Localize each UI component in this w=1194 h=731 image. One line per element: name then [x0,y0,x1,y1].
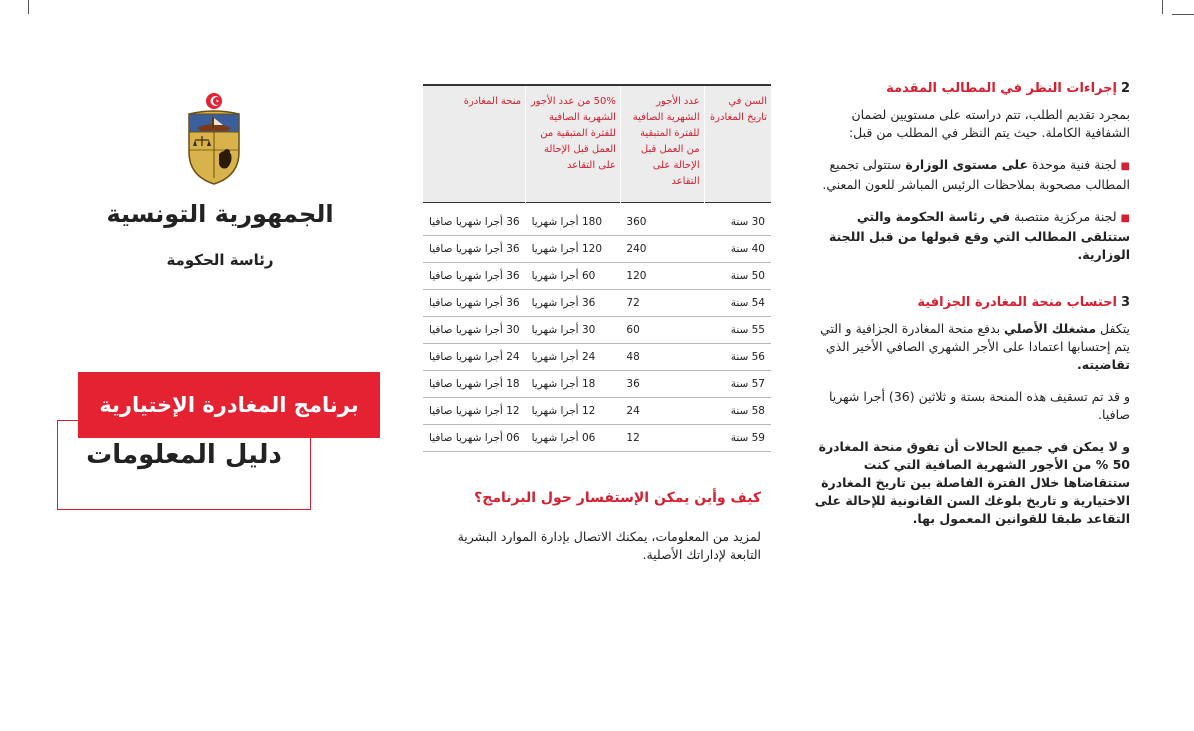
table-cell-age: 57 سنة [704,371,771,398]
table-cell-remaining: 36 [620,371,704,398]
country-name: الجمهورية التونسية [106,200,334,228]
table-row [423,236,771,263]
table-cell-grant: 30 أجرا شهريا صافيا [423,317,526,344]
table-cell-remaining: 72 [620,290,704,317]
guide-title: دليل المعلومات [86,440,282,470]
table-cell-half: 30 أجرا شهريا [526,317,621,344]
bullet-2-pre: لجنة مركزية منتصبة [1010,209,1117,224]
table-cell-half: 06 أجرا شهريا [526,425,621,452]
section-2-title: إجراءات النظر في المطالب المقدمة [886,81,1117,96]
table-cell-grant: 36 أجرا شهريا صافيا [423,263,526,290]
table-row [423,263,771,290]
table-cell-age: 40 سنة [704,236,771,263]
table-cell-remaining: 12 [620,425,704,452]
table-row [423,398,771,425]
table-row [423,371,771,398]
square-bullet-icon: ■ [1120,213,1130,224]
table-cell-remaining: 120 [620,263,704,290]
table-cell-half: 60 أجرا شهريا [526,263,621,290]
table-cell-half: 120 أجرا شهريا [526,236,621,263]
section-3-paragraph-2: و قد تم تسقيف هذه المنحة بستة و ثلاثين (36) أجرا شهريا صافيا. [828,389,1130,422]
table-cell-remaining: 360 [620,209,704,236]
table-cell-age: 56 سنة [704,344,771,371]
section-2-intro: بمجرد تقديم الطلب، تتم دراسته على مستويين لضمان الشفافية الكاملة. حيث يتم النظر في المطلب من قبل: [848,107,1130,140]
crop-mark-left [28,0,29,14]
table-row [423,209,771,236]
table-cell-grant: 24 أجرا شهريا صافيا [423,344,526,371]
table-cell-half: 36 أجرا شهريا [526,290,621,317]
contact-title: كيف وأين يمكن الإستفسار حول البرنامج؟ [474,490,761,506]
table-cell-remaining: 60 [620,317,704,344]
contact-text: لمزيد من المعلومات، يمكنك الاتصال بإدارة الموارد البشرية التابعة لإداراتك الأصلية. [457,529,761,562]
procedures-column [812,80,1130,542]
table-cell-half: 12 أجرا شهريا [526,398,621,425]
crop-mark-right [1162,0,1163,14]
departure-grant-table [423,84,771,452]
table-header-half-wages: 50% من عدد الأجور الشهرية الصافية للفترة المتبقية من العمل قبل الإحالة على التقاعد [526,85,621,203]
table-header-remaining-wages: عدد الأجور الشهرية الصافية للفترة المتبقية من العمل قبل الإحالة على التقاعد [620,85,704,203]
section-3-paragraph-1 [812,320,1130,374]
table-cell-remaining: 240 [620,236,704,263]
section-3-paragraph-3: و لا يمكن في جميع الحالات أن تفوق منحة المغادرة 50 % من الأجور الشهرية الصافية التي كنت ستتقاضاها خلال الفترة الفاصلة بين تاريخ المغادرة الاختيارية و تاريخ بلوغك السن القانونية للإحالة على التقاعد طبقا للقوانين المعمول بها. [814,439,1130,526]
p1-bold: مشغلك الأصلي [1004,321,1097,336]
ministry-name: رئاسة الحكومة [166,251,274,269]
table-cell-age: 59 سنة [704,425,771,452]
table-header-age: السن في تاريخ المغادرة [704,85,771,203]
program-title-banner: برنامج المغادرة الإختيارية [78,372,380,438]
table-cell-age: 55 سنة [704,317,771,344]
p1-bold-2: تقاضيته. [1077,357,1130,372]
table-cell-grant: 36 أجرا شهريا صافيا [423,290,526,317]
table-header-row [423,85,771,203]
table-row [423,317,771,344]
square-bullet-icon: ■ [1120,161,1130,172]
crop-mark-right-h [1172,14,1194,15]
table-cell-remaining: 48 [620,344,704,371]
table-cell-half: 18 أجرا شهريا [526,371,621,398]
bullet-2-bold: في رئاسة الحكومة والتي ستتلقى المطالب التي وقع قبولها من قبل اللجنة الوزارية. [828,209,1130,262]
bullet-1-bold: على مستوى الوزارة [905,157,1029,172]
table-row [423,290,771,317]
bullet-1-post: ستتولى تجميع المطالب مصحوبة بملاحظات الرئيس المباشر للعون المعني. [822,157,1130,192]
table-cell-half: 180 أجرا شهريا [526,209,621,236]
table-cell-grant: 12 أجرا شهريا صافيا [423,398,526,425]
section-3-title: احتساب منحة المغادرة الجزافية [917,295,1117,310]
table-cell-grant: 36 أجرا شهريا صافيا [423,209,526,236]
p1-pre: يتكفل [1096,321,1130,336]
section-2-bullet-1 [812,156,1130,194]
section-3-number: 3 [1120,295,1130,310]
table-header-grant: منحة المغادرة [423,85,526,203]
table-cell-grant: 36 أجرا شهريا صافيا [423,236,526,263]
table-cell-age: 50 سنة [704,263,771,290]
table-cell-grant: 18 أجرا شهريا صافيا [423,371,526,398]
table-cell-age: 58 سنة [704,398,771,425]
table-row [423,344,771,371]
table-cell-grant: 06 أجرا شهريا صافيا [423,425,526,452]
table-cell-age: 54 سنة [704,290,771,317]
bullet-1-pre: لجنة فنية موحدة [1028,157,1117,172]
table-cell-remaining: 24 [620,398,704,425]
table-cell-age: 30 سنة [704,209,771,236]
table-cell-half: 24 أجرا شهريا [526,344,621,371]
tunisia-coat-of-arms-icon [183,90,245,186]
p1-mid: بدفع منحة المغادرة الجزافية و التي يتم إحتسابها اعتمادا على الأجر الشهري الصافي الأخير الذي [820,321,1130,354]
section-2-bullet-2 [812,208,1130,264]
section-2-number: 2 [1120,81,1130,96]
table-row [423,425,771,452]
section-2-heading [812,80,1130,98]
section-3-heading [812,294,1130,312]
